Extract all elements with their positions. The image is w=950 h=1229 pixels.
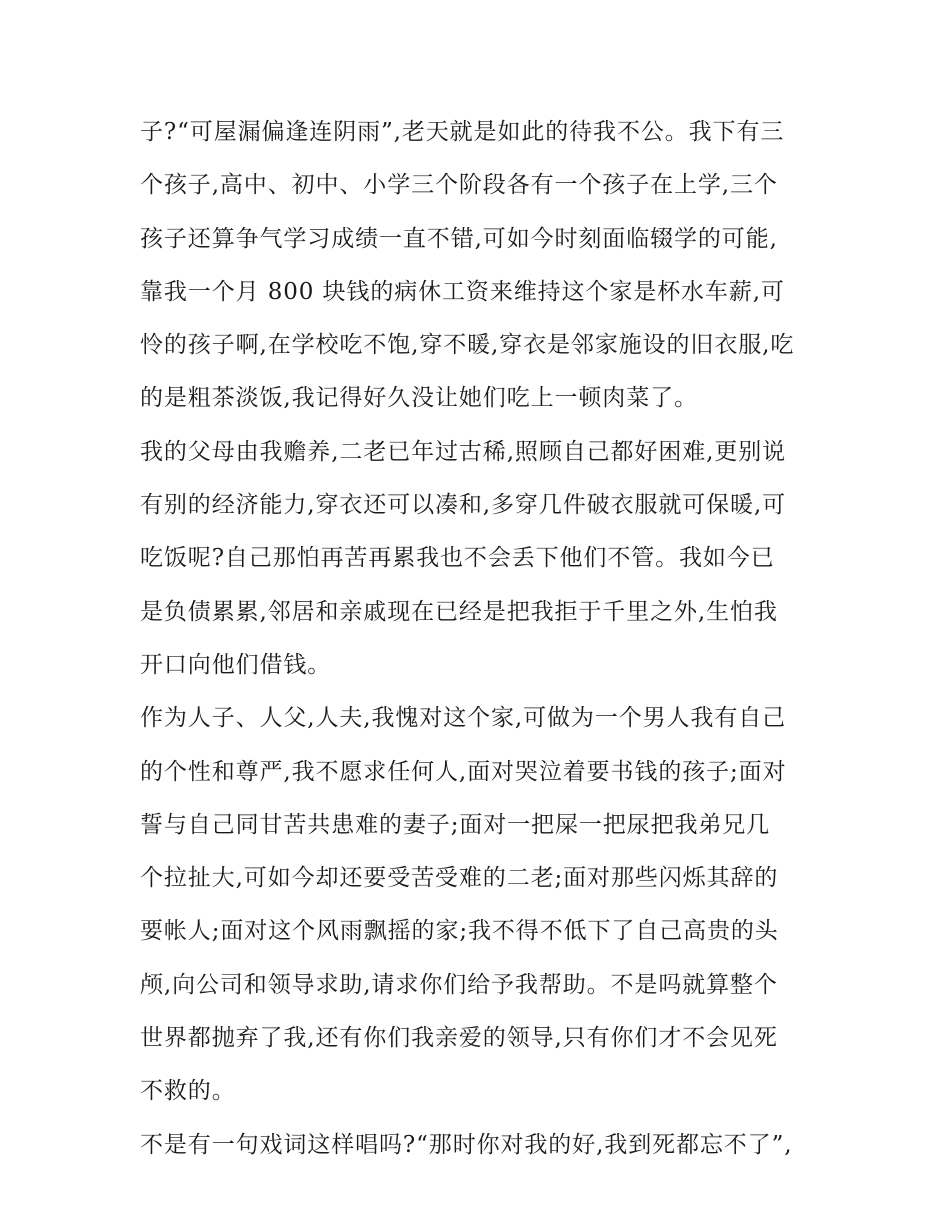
text-line: 个拉扯大,可如今却还要受苦受难的二老;面对那些闪烁其辞的 xyxy=(140,865,779,892)
document-body xyxy=(140,106,810,1172)
text-line: 个孩子,高中、初中、小学三个阶段各有一个孩子在上学,三个 xyxy=(140,172,778,199)
text-line: 不是有一句戏词这样唱吗?“那时你对我的好,我到死都忘不了”, xyxy=(140,1131,793,1158)
text-line: 不救的。 xyxy=(140,1078,236,1105)
text-line: 是负债累累,邻居和亲戚现在已经是把我拒于千里之外,生怕我 xyxy=(140,598,778,625)
text-line: 孩子还算争气学习成绩一直不错,可如今时刻面临辍学的可能, xyxy=(140,225,778,252)
text-line: 要帐人;面对这个风雨飘摇的家;我不得不低下了自己高贵的头 xyxy=(140,918,779,945)
text-line: 的个性和尊严,我不愿求任何人,面对哭泣着要书钱的孩子;面对 xyxy=(140,758,787,785)
text-line: 怜的孩子啊,在学校吃不饱,穿不暖,穿衣是邻家施设的旧衣服,吃 xyxy=(140,332,795,359)
text-line: 开口向他们借钱。 xyxy=(140,651,332,678)
text-line: 吃饭呢?自己那怕再苦再累我也不会丢下他们不管。我如今已 xyxy=(140,545,775,572)
text-line: 我的父母由我赡养,二老已年过古稀,照顾自己都好困难,更别说 xyxy=(140,438,787,465)
text-line: 作为人子、人父,人夫,我愧对这个家,可做为一个男人我有自己 xyxy=(140,705,787,732)
text-line: 誓与自己同甘苦共患难的妻子;面对一把屎一把尿把我弟兄几 xyxy=(140,811,771,838)
text-line: 世界都抛弃了我,还有你们我亲爱的领导,只有你们才不会见死 xyxy=(140,1025,778,1052)
text-line: 的是粗茶淡饭,我记得好久没让她们吃上一顿肉菜了。 xyxy=(140,385,698,412)
text-line: 子?“可屋漏偏逢连阴雨”,老天就是如此的待我不公。我下有三 xyxy=(140,119,785,145)
text-line: 有别的经济能力,穿衣还可以凑和,多穿几件破衣服就可保暖,可 xyxy=(140,492,787,519)
text-line: 靠我一个月 800 块钱的病休工资来维持这个家是杯水车薪,可 xyxy=(140,278,785,305)
text-line: 颅,向公司和领导求助,请求你们给予我帮助。不是吗就算整个 xyxy=(140,971,778,998)
